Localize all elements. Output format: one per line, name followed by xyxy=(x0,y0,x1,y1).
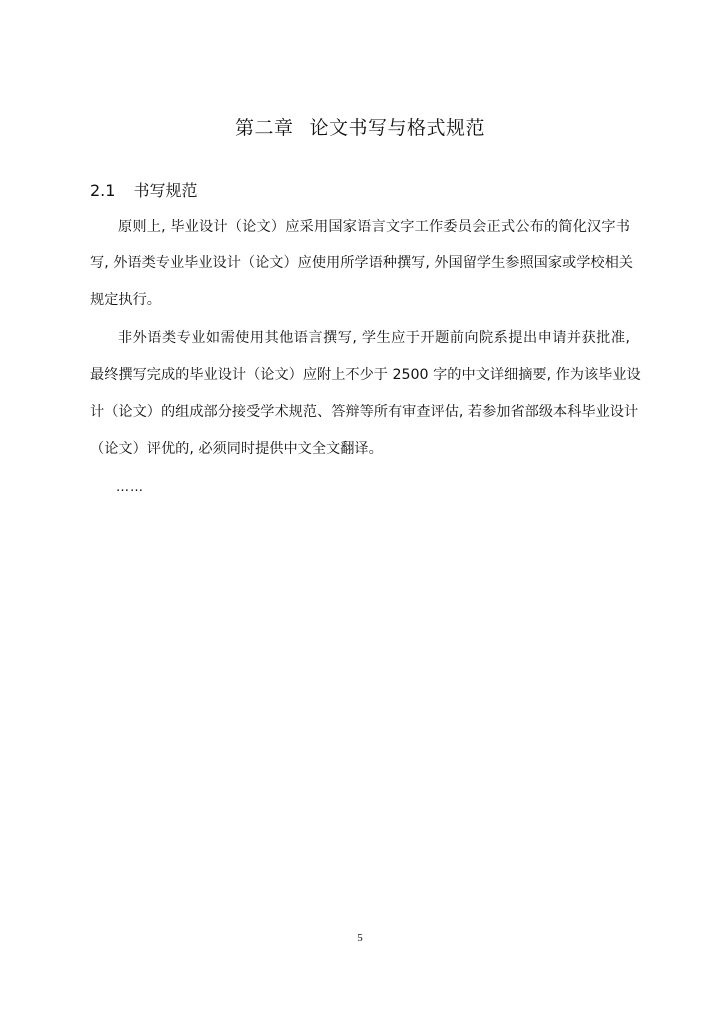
paragraph-line: 计（论文）的组成部分接受学术规范、答辩等所有审查评估, 若参加省部级本科毕业设计 xyxy=(90,404,639,420)
section-heading xyxy=(90,178,197,201)
ellipsis: …… xyxy=(116,480,144,495)
paragraph-line: 写, 外语类专业毕业设计（论文）应使用所学语种撰写, 外国留学生参照国家或学校相关 xyxy=(90,255,633,271)
section-title: 书写规范 xyxy=(133,181,198,200)
chapter-title xyxy=(0,113,720,140)
paragraph-line: 最终撰写完成的毕业设计（论文）应附上不少于 2500 字的中文详细摘要, 作为该毕业设 xyxy=(90,367,641,383)
paragraph-line: 规定执行。 xyxy=(90,292,161,308)
section-number: 2.1 xyxy=(90,181,116,200)
paragraph-line: 非外语类专业如需使用其他语言撰写, 学生应于开题前向院系提出申请并获批准, xyxy=(118,330,630,346)
chapter-title-text: 论文书写与格式规范 xyxy=(309,117,486,139)
paragraph-line: 原则上, 毕业设计（论文）应采用国家语言文字工作委员会正式公布的简化汉字书 xyxy=(118,219,630,235)
paragraph-line: （论文）评优的, 必须同时提供中文全文翻译。 xyxy=(90,441,383,457)
page-number: 5 xyxy=(357,932,363,944)
chapter-number: 第二章 xyxy=(234,117,294,139)
